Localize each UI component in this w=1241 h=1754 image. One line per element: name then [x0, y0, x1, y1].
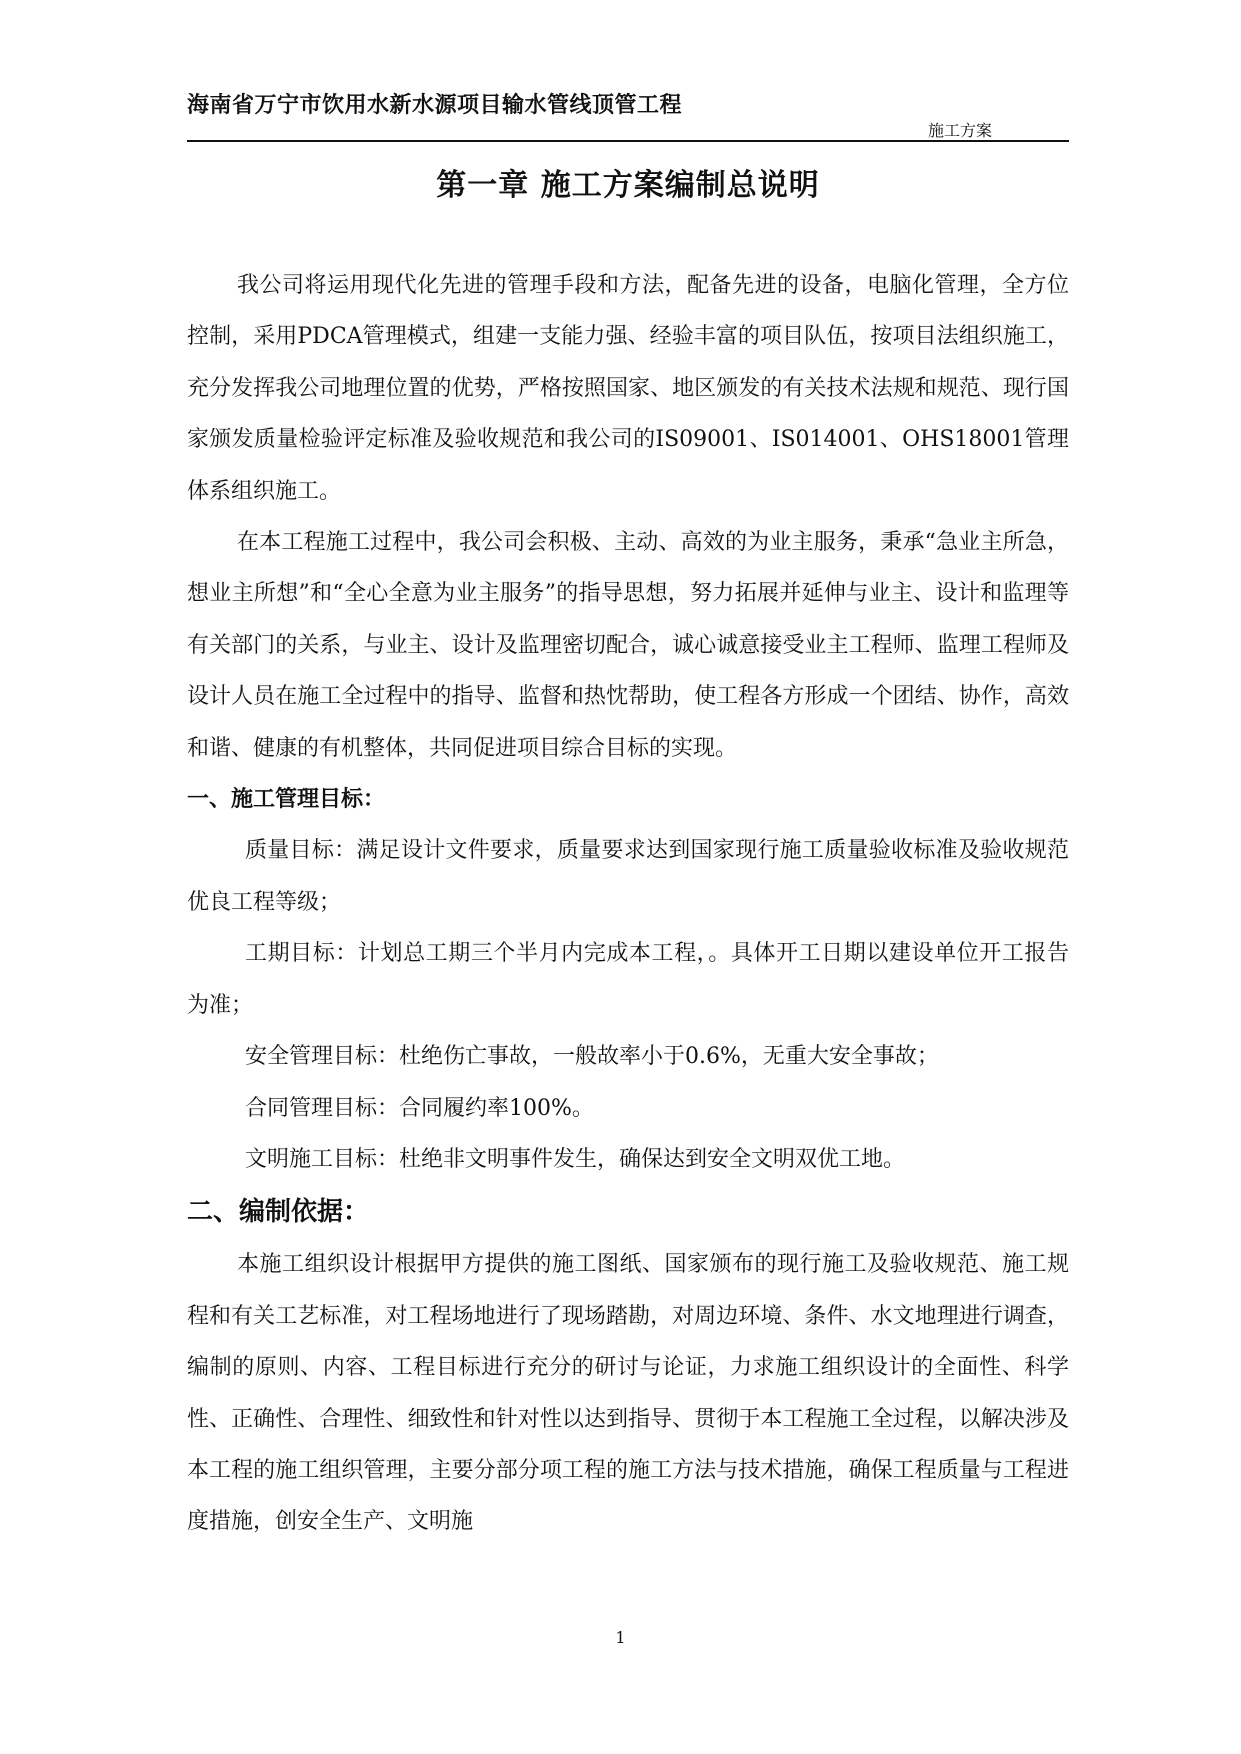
- page-number: 1: [615, 1628, 626, 1647]
- intro-paragraph-1: 我公司将运用现代化先进的管理手段和方法，配备先进的设备，电脑化管理，全方位控制，采用PDCA管理模式，组建一支能力强、经验丰富的项目队伍，按项目法组织施工，充分发挥我公司地理位置的优势，严格按照国家、地区颁发的有关技术法规和规范、现行国家颁发质量检验评定标准及验收规范和我公司的IS09001、IS014001、OHS18001管理体系组织施工。: [187, 273, 1069, 504]
- document-body: [187, 260, 1069, 1548]
- intro-paragraph-2: 在本工程施工过程中，我公司会积极、主动、高效的为业主服务，秉承“急业主所急，想业主所想”和“全心全意为业主服务”的指导思想，努力拓展并延伸与业主、设计和监理等有关部门的关系，与业主、设计及监理密切配合，诚心诚意接受业主工程师、监理工程师及设计人员在施工全过程中的指导、监督和热忱帮助，使工程各方形成一个团结、协作，高效和谐、健康的有机整体，共同促进项目综合目标的实现。: [187, 530, 1069, 761]
- goal-contract: 合同管理目标：合同履约率100%。: [245, 1095, 594, 1121]
- goal-safety: 安全管理目标：杜绝伤亡事故，一般故率小于0.6%，无重大安全事故；: [245, 1044, 939, 1070]
- goal-schedule: 工期目标：计划总工期三个半月内完成本工程，。具体开工日期以建设单位开工报告为准；: [187, 941, 1069, 1018]
- section-heading-management-goals: 一、施工管理目标：: [187, 787, 386, 813]
- section-heading-basis: 二、编制依据：: [187, 1197, 370, 1228]
- goal-civilized-construction: 文明施工目标：杜绝非文明事件发生，确保达到安全文明双优工地。: [245, 1146, 906, 1172]
- document-header-subtitle: 施工方案: [928, 121, 993, 140]
- chapter-title: 第一章 施工方案编制总说明: [436, 168, 820, 203]
- header-divider: [187, 140, 1069, 142]
- goal-quality: 质量目标：满足设计文件要求，质量要求达到国家现行施工质量验收标准及验收规范优良工程等级；: [187, 838, 1069, 915]
- basis-paragraph: 本施工组织设计根据甲方提供的施工图纸、国家颁布的现行施工及验收规范、施工规程和有关工艺标准，对工程场地进行了现场踏勘，对周边环境、条件、水文地理进行调查，编制的原则、内容、工程目标进行充分的研讨与论证，力求施工组织设计的全面性、科学性、正确性、合理性、细致性和针对性以达到指导、贯彻于本工程施工全过程，以解决涉及本工程的施工组织管理，主要分部分项工程的施工方法与技术措施，确保工程质量与工程进度措施，创安全生产、文明施: [187, 1252, 1069, 1535]
- document-header-title: 海南省万宁市饮用水新水源项目输水管线顶管工程: [187, 93, 683, 118]
